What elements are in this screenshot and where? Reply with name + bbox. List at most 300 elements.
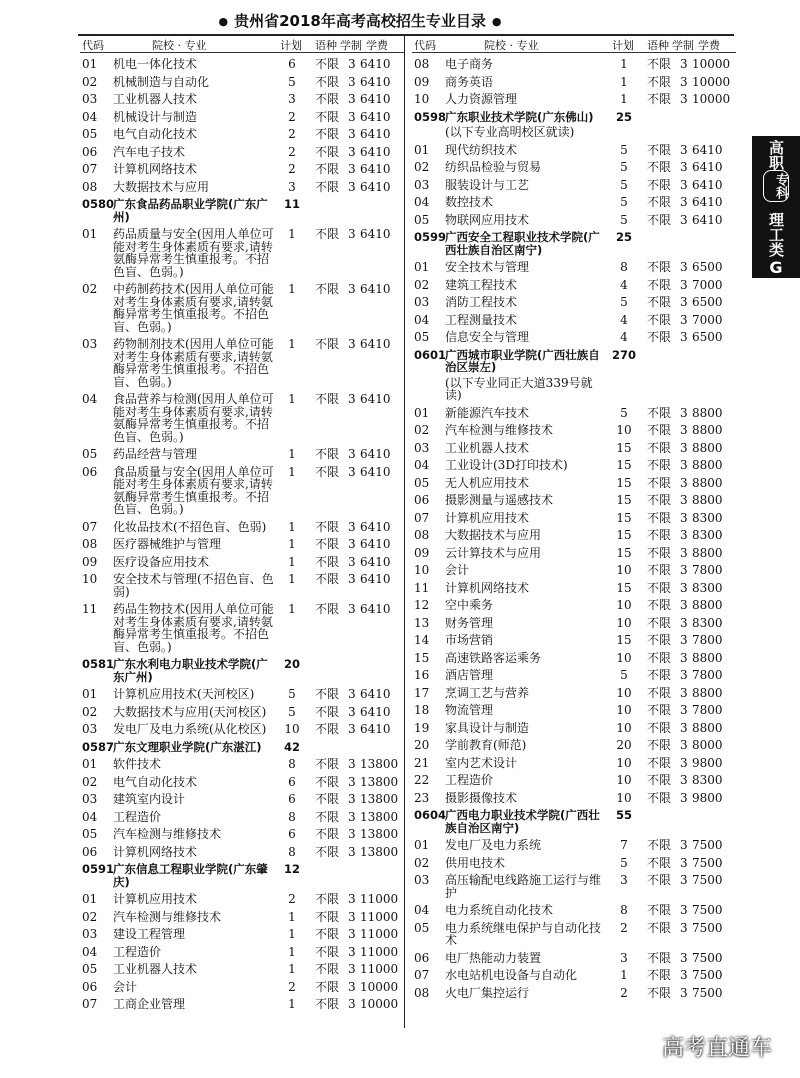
years-cell: 3 — [348, 227, 356, 241]
lang-cell: 不限 — [647, 790, 672, 805]
fee-cell: 6410 — [692, 212, 723, 227]
name-cell: 药品经营与管理 — [113, 447, 198, 461]
fee-cell: 8800 — [692, 493, 723, 507]
years-cell: 3 — [680, 838, 688, 852]
lang-cell: 不限 — [647, 755, 672, 770]
name-cell: 电子商务 — [445, 57, 494, 71]
school-row — [412, 346, 736, 376]
years-cell: 3 — [680, 685, 688, 700]
lang-cell: 不限 — [315, 962, 340, 976]
years-cell: 3 — [680, 755, 688, 770]
plan-cell: 55 — [615, 808, 632, 822]
major-row — [412, 966, 736, 984]
fee-cell: 6410 — [360, 144, 391, 159]
plan-cell: 4 — [620, 277, 628, 292]
plan-cell: 1 — [288, 282, 296, 296]
plan-cell: 10 — [616, 773, 632, 787]
code-cell: 10 — [414, 92, 430, 106]
code-cell: 03 — [82, 722, 98, 736]
code-cell: 0599 — [414, 230, 447, 244]
fee-cell: 6410 — [360, 162, 391, 176]
name-cell: 空中乘务 — [445, 598, 494, 612]
name-cell: 汽车检测与维修技术 — [445, 423, 554, 437]
lang-cell: 不限 — [315, 227, 340, 241]
lang-cell: 不限 — [647, 838, 672, 852]
lang-cell: 不限 — [647, 855, 672, 870]
fee-cell: 7800 — [692, 668, 723, 682]
major-row — [80, 995, 404, 1013]
years-cell: 3 — [680, 458, 688, 472]
name-cell: 工业设计(3D打印技术) — [445, 458, 568, 472]
col-lang-header: 语种 — [647, 39, 669, 52]
lang-cell: 不限 — [315, 282, 340, 296]
school-row — [80, 738, 404, 756]
right-column — [412, 36, 736, 1001]
name-cell: 云计算技术与应用 — [445, 545, 542, 560]
column-header — [412, 36, 736, 53]
lang-cell: 不限 — [647, 423, 672, 437]
code-cell: 06 — [82, 144, 98, 159]
major-row — [80, 703, 404, 721]
plan-cell: 5 — [620, 212, 628, 227]
name-cell: 纺织品检验与贸易 — [445, 160, 542, 174]
code-cell: 04 — [82, 809, 98, 824]
years-cell: 3 — [348, 572, 356, 586]
years-cell: 3 — [680, 142, 688, 157]
plan-cell: 5 — [288, 74, 296, 89]
lang-cell: 不限 — [647, 177, 672, 192]
fee-cell: 13800 — [360, 809, 399, 824]
plan-cell: 42 — [283, 739, 300, 754]
major-row — [412, 754, 736, 772]
plan-cell: 25 — [615, 109, 632, 124]
major-row — [412, 771, 736, 789]
name-cell: 信息安全与管理 — [445, 330, 530, 344]
code-cell: 05 — [82, 447, 98, 461]
major-row — [412, 509, 736, 527]
years-cell: 3 — [348, 554, 356, 569]
plan-cell: 5 — [620, 295, 628, 309]
major-row — [80, 90, 404, 108]
major-row — [80, 755, 404, 773]
years-cell: 3 — [680, 703, 688, 717]
major-row — [412, 258, 736, 276]
major-row — [80, 178, 404, 196]
major-row — [80, 685, 404, 703]
name-cell: 现代纺织技术 — [445, 142, 518, 157]
code-cell: 03 — [414, 873, 430, 887]
fee-cell: 11000 — [360, 909, 399, 924]
name-cell: 安全技术与管理 — [445, 260, 530, 274]
major-row — [412, 328, 736, 346]
plan-cell: 8 — [620, 260, 628, 274]
years-cell: 3 — [680, 295, 688, 309]
code-cell: 03 — [82, 92, 98, 106]
plan-cell: 10 — [616, 790, 632, 805]
col-years-header: 学制 — [672, 39, 694, 52]
page-header — [0, 10, 720, 31]
lang-cell: 不限 — [647, 330, 672, 344]
years-cell: 3 — [348, 519, 356, 534]
major-row — [80, 808, 404, 826]
code-cell: 04 — [82, 392, 98, 406]
fee-cell: 7500 — [692, 968, 723, 982]
plan-cell: 1 — [288, 554, 296, 569]
lang-cell: 不限 — [315, 704, 340, 719]
name-cell: 建设工程管理 — [113, 927, 186, 941]
plan-cell: 1 — [288, 909, 296, 924]
lang-cell: 不限 — [647, 738, 672, 752]
lang-cell: 不限 — [315, 572, 340, 586]
name-cell: 大数据技术与应用 — [113, 179, 210, 194]
major-row — [412, 176, 736, 194]
years-cell: 3 — [680, 903, 688, 917]
plan-cell: 5 — [288, 704, 296, 719]
major-row — [80, 570, 404, 600]
plan-cell: 2 — [288, 144, 296, 159]
lang-cell: 不限 — [647, 74, 672, 89]
bullet-icon: ● — [218, 15, 229, 28]
fee-cell: 6410 — [360, 519, 391, 534]
column-header — [80, 36, 404, 53]
major-row — [412, 90, 736, 108]
code-cell: 01 — [414, 260, 430, 274]
code-cell: 23 — [414, 790, 430, 805]
name-cell: 电厂热能动力装置 — [445, 950, 542, 965]
lang-cell: 不限 — [647, 142, 672, 157]
lang-cell: 不限 — [647, 920, 672, 935]
school-name-cell: 广东职业技术学院(广东佛山) — [445, 109, 594, 124]
name-cell: 摄影摄像技术 — [445, 790, 518, 805]
years-cell: 3 — [680, 440, 688, 455]
years-cell: 3 — [680, 312, 688, 327]
major-row — [412, 211, 736, 229]
plan-cell: 2 — [288, 892, 296, 906]
years-cell: 3 — [348, 57, 356, 71]
years-cell: 3 — [680, 510, 688, 525]
years-cell: 3 — [348, 844, 356, 859]
years-cell: 3 — [348, 602, 356, 616]
years-cell: 3 — [680, 330, 688, 344]
fee-cell: 10000 — [360, 997, 399, 1011]
major-row — [412, 579, 736, 597]
code-cell: 06 — [82, 844, 98, 859]
years-cell: 3 — [348, 392, 356, 406]
lang-cell: 不限 — [647, 458, 672, 472]
name-cell: 计算机网络技术 — [113, 162, 198, 176]
code-cell: 20 — [414, 738, 430, 752]
fee-cell: 6410 — [360, 722, 391, 736]
code-cell: 08 — [82, 537, 98, 551]
plan-cell: 3 — [620, 873, 628, 887]
right-table-body — [412, 55, 736, 1001]
fee-cell: 8800 — [692, 405, 723, 420]
fee-cell: 8800 — [692, 720, 723, 735]
lang-cell: 不限 — [315, 774, 340, 789]
lang-cell: 不限 — [315, 179, 340, 194]
code-cell: 07 — [82, 519, 98, 534]
name-cell: 计算机网络技术 — [445, 580, 530, 595]
name-cell: 汽车检测与维修技术 — [113, 827, 222, 841]
code-cell: 02 — [414, 855, 430, 870]
years-cell: 3 — [680, 668, 688, 682]
lang-cell: 不限 — [315, 757, 340, 771]
school-name-cell: 广东信息工程职业学院(广东肇庆) — [113, 862, 268, 889]
name-cell: 药品生物技术(因用人单位可能对考生身体素质有要求,请转氨酶异常考生慎重报考。不招色盲、色弱。) — [113, 602, 274, 654]
name-cell: 物联网应用技术 — [445, 212, 530, 227]
fee-cell: 11000 — [360, 927, 399, 941]
fee-cell: 6410 — [360, 227, 391, 241]
fee-cell: 6410 — [360, 337, 391, 351]
fee-cell: 8800 — [692, 650, 723, 665]
plan-cell: 3 — [288, 92, 296, 106]
fee-cell: 11000 — [360, 944, 399, 959]
years-cell: 3 — [348, 722, 356, 736]
col-plan-header: 计划 — [280, 39, 302, 52]
code-cell: 06 — [414, 493, 430, 507]
code-cell: 02 — [414, 277, 430, 292]
lang-cell: 不限 — [647, 545, 672, 560]
name-cell: 会计 — [445, 563, 470, 577]
major-row — [80, 280, 404, 335]
major-row — [80, 73, 404, 91]
plan-cell: 4 — [620, 312, 628, 327]
code-cell: 03 — [414, 440, 430, 455]
lang-cell: 不限 — [315, 979, 340, 994]
lang-cell: 不限 — [647, 650, 672, 665]
name-cell: 发电厂及电力系统(从化校区) — [113, 722, 267, 736]
lang-cell: 不限 — [647, 873, 672, 887]
plan-cell: 6 — [288, 827, 296, 841]
years-cell: 3 — [348, 909, 356, 924]
major-row — [80, 720, 404, 738]
plan-cell: 10 — [616, 755, 632, 770]
school-name-cell: 广东食品药品职业学院(广东广州) — [113, 197, 268, 224]
lang-cell: 不限 — [315, 554, 340, 569]
lang-cell: 不限 — [315, 844, 340, 859]
plan-cell: 1 — [288, 944, 296, 959]
name-cell: 计算机网络技术 — [113, 844, 198, 859]
major-row — [412, 474, 736, 492]
plan-cell: 8 — [288, 809, 296, 824]
code-cell: 08 — [414, 985, 430, 1000]
years-cell: 3 — [348, 774, 356, 789]
plan-cell: 5 — [620, 142, 628, 157]
major-row — [412, 421, 736, 439]
plan-cell: 15 — [616, 510, 632, 525]
fee-cell: 6410 — [360, 282, 391, 296]
lang-cell: 不限 — [647, 985, 672, 1000]
code-cell: 0604 — [414, 808, 447, 822]
lang-cell: 不限 — [315, 722, 340, 736]
major-row — [412, 55, 736, 73]
major-row — [80, 960, 404, 978]
plan-cell: 2 — [288, 127, 296, 141]
code-cell: 09 — [414, 74, 430, 89]
major-row — [80, 825, 404, 843]
major-row — [80, 843, 404, 861]
col-fee-header: 学费 — [366, 39, 388, 52]
code-cell: 0601 — [414, 347, 447, 362]
name-cell: 烹调工艺与营养 — [445, 685, 530, 700]
code-cell: 01 — [82, 757, 98, 771]
major-row — [80, 600, 404, 655]
years-cell: 3 — [680, 177, 688, 192]
plan-cell: 1 — [620, 57, 628, 71]
fee-cell: 6410 — [692, 177, 723, 192]
plan-cell: 8 — [288, 757, 296, 771]
code-cell: 04 — [414, 312, 430, 327]
years-cell: 3 — [680, 738, 688, 752]
years-cell: 3 — [680, 545, 688, 560]
lang-cell: 不限 — [647, 703, 672, 717]
name-cell: 食品质量与安全(因用人单位可能对考生身体素质有要求,请转氨酶异常考生慎重报考。不招色盲、色弱。) — [113, 464, 274, 516]
major-row — [412, 596, 736, 614]
major-row — [80, 908, 404, 926]
fee-cell: 7500 — [692, 873, 723, 887]
code-cell: 22 — [414, 773, 430, 787]
name-cell: 商务英语 — [445, 74, 494, 89]
plan-cell: 8 — [620, 903, 628, 917]
fee-cell: 6500 — [692, 330, 723, 344]
name-cell: 数控技术 — [445, 195, 494, 209]
major-row — [80, 335, 404, 390]
fee-cell: 9800 — [692, 755, 723, 770]
col-name-header: 院校 · 专业 — [484, 39, 539, 52]
major-row — [80, 925, 404, 943]
fee-cell: 8000 — [692, 738, 723, 752]
fee-cell: 7500 — [692, 838, 723, 852]
years-cell: 3 — [680, 985, 688, 1000]
plan-cell: 25 — [615, 230, 632, 244]
fee-cell: 11000 — [360, 962, 399, 976]
fee-cell: 8300 — [692, 773, 723, 787]
plan-cell: 1 — [288, 572, 296, 586]
plan-cell: 6 — [288, 774, 296, 789]
code-cell: 17 — [414, 685, 430, 700]
name-cell: 高速铁路客运乘务 — [445, 650, 542, 665]
years-cell: 3 — [680, 920, 688, 935]
code-cell: 03 — [414, 295, 430, 309]
major-row — [412, 158, 736, 176]
plan-cell: 10 — [616, 720, 632, 735]
fee-cell: 10000 — [692, 74, 731, 89]
fee-cell: 6410 — [360, 687, 391, 701]
plan-cell: 10 — [616, 615, 632, 630]
fee-cell: 10000 — [692, 92, 731, 106]
name-cell: 工商企业管理 — [113, 997, 186, 1011]
major-row — [412, 404, 736, 422]
lang-cell: 不限 — [647, 440, 672, 455]
code-cell: 14 — [414, 633, 430, 647]
code-cell: 07 — [82, 997, 98, 1011]
lang-cell: 不限 — [315, 892, 340, 906]
years-cell: 3 — [348, 809, 356, 824]
code-cell: 01 — [82, 892, 98, 906]
lang-cell: 不限 — [647, 598, 672, 612]
side-tab-category — [752, 208, 800, 260]
col-code-header: 代码 — [414, 39, 436, 52]
plan-cell: 1 — [288, 962, 296, 976]
years-cell: 3 — [680, 92, 688, 106]
code-cell: 08 — [414, 57, 430, 71]
years-cell: 3 — [680, 74, 688, 89]
years-cell: 3 — [348, 127, 356, 141]
fee-cell: 6410 — [360, 554, 391, 569]
code-cell: 05 — [82, 127, 98, 141]
code-cell: 05 — [82, 827, 98, 841]
school-name-cell: 广东水利电力职业技术学院(广东广州) — [113, 657, 268, 684]
lang-cell: 不限 — [315, 602, 340, 616]
left-column — [80, 36, 404, 1013]
name-cell: 财务管理 — [445, 615, 494, 630]
name-cell: 建筑工程技术 — [445, 277, 518, 292]
fee-cell: 7500 — [692, 903, 723, 917]
years-cell: 3 — [348, 997, 356, 1011]
years-cell: 3 — [348, 927, 356, 941]
plan-cell: 1 — [288, 602, 296, 616]
name-cell: 大数据技术与应用 — [445, 528, 542, 542]
lang-cell: 不限 — [315, 447, 340, 461]
lang-cell: 不限 — [315, 792, 340, 806]
side-tab-letter: G — [752, 258, 800, 278]
name-cell: 供用电技术 — [445, 855, 506, 870]
school-row — [80, 860, 404, 890]
years-cell: 3 — [680, 528, 688, 542]
major-row — [412, 836, 736, 854]
name-cell: 物流管理 — [445, 703, 494, 717]
name-cell: 软件技术 — [113, 757, 162, 771]
plan-cell: 4 — [620, 330, 628, 344]
code-cell: 03 — [414, 177, 430, 192]
years-cell: 3 — [348, 979, 356, 994]
plan-cell: 15 — [616, 528, 632, 542]
lang-cell: 不限 — [315, 162, 340, 176]
years-cell: 3 — [680, 277, 688, 292]
name-cell: 药品质量与安全(因用人单位可能对考生身体素质有要求,请转氨酶异常考生慎重报考。不招色盲、色弱。) — [113, 227, 274, 279]
years-cell: 3 — [348, 464, 356, 479]
name-cell: 新能源汽车技术 — [445, 405, 530, 420]
lang-cell: 不限 — [647, 160, 672, 174]
school-row — [412, 806, 736, 836]
side-tab-level-sub: 专科 — [763, 170, 789, 202]
name-cell: 电气自动化技术 — [113, 774, 198, 789]
fee-cell: 8300 — [692, 615, 723, 630]
name-cell: 汽车电子技术 — [113, 144, 186, 159]
fee-cell: 9800 — [692, 790, 723, 805]
side-tab-level-label: 高职 — [767, 140, 785, 170]
lang-cell: 不限 — [315, 909, 340, 924]
fee-cell: 11000 — [360, 892, 399, 906]
code-cell: 02 — [82, 282, 98, 296]
lang-cell: 不限 — [647, 57, 672, 71]
name-cell: 工业机器人技术 — [113, 92, 198, 106]
major-row — [80, 978, 404, 996]
code-cell: 06 — [82, 979, 98, 994]
plan-cell: 6 — [288, 57, 296, 71]
major-row — [412, 73, 736, 91]
major-row — [80, 143, 404, 161]
years-cell: 3 — [680, 615, 688, 630]
major-row — [412, 984, 736, 1002]
name-cell: 医疗设备应用技术 — [113, 554, 210, 569]
major-row — [80, 225, 404, 280]
fee-cell: 6410 — [360, 57, 391, 71]
name-cell: 机械制造与自动化 — [113, 74, 210, 89]
major-row — [80, 535, 404, 553]
code-cell: 0598 — [414, 109, 447, 124]
code-cell: 04 — [82, 109, 98, 124]
